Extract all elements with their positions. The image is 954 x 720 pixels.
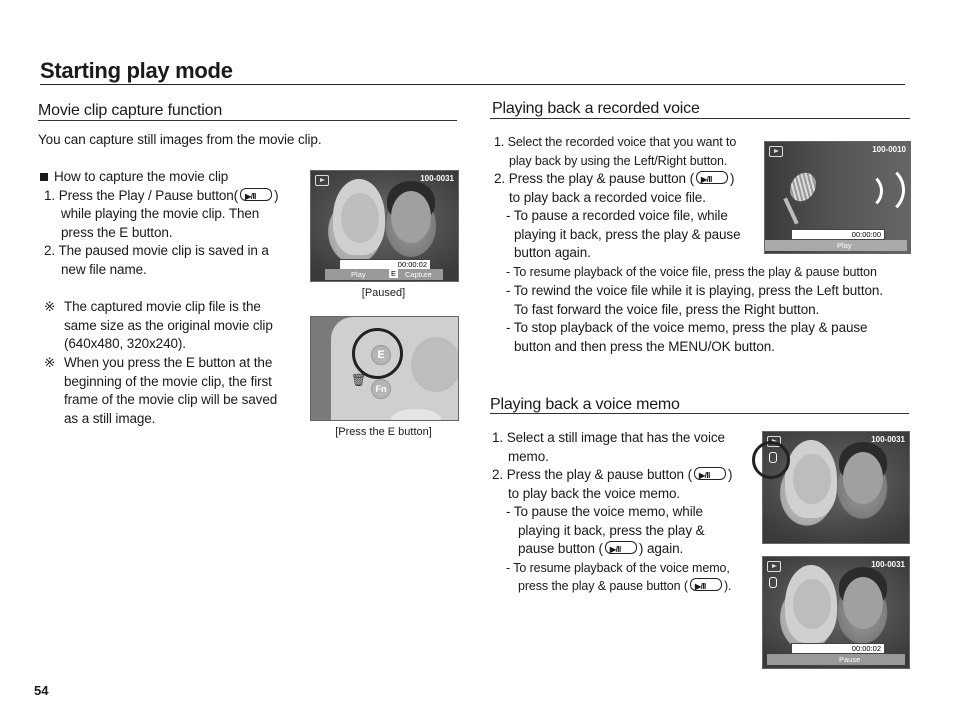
e-label: E bbox=[391, 269, 397, 278]
highlight-circle bbox=[752, 441, 790, 479]
control-bar bbox=[765, 240, 907, 251]
memo-step2-end: ) bbox=[727, 467, 733, 482]
play-pause-button-icon bbox=[694, 467, 726, 480]
note2-line: beginning of the movie clip, the first bbox=[64, 373, 272, 389]
trash-icon: 🗑 bbox=[351, 373, 367, 387]
play-pause-button-icon bbox=[696, 171, 728, 184]
voice-detail-line: button again. bbox=[514, 245, 591, 260]
pause-label: Pause bbox=[839, 655, 861, 664]
note-2 bbox=[44, 354, 294, 428]
file-number: 100-0031 bbox=[871, 435, 905, 444]
person-face-left bbox=[793, 454, 831, 504]
how-to-block bbox=[40, 168, 300, 279]
play-mode-icon bbox=[769, 146, 783, 157]
step1-line3: press the E button. bbox=[61, 224, 173, 240]
voice-step2-text: 2. Press the play & pause button ( bbox=[494, 171, 694, 186]
note1-line: same size as the original movie clip bbox=[64, 317, 273, 333]
memo-detail-end: ) again. bbox=[638, 541, 684, 556]
memo-step1-line: 1. Select a still image that has the voice bbox=[492, 430, 725, 445]
control-bar bbox=[325, 269, 443, 280]
dial-shape bbox=[411, 337, 459, 392]
voice-rewind-line: - To rewind the voice file while it is playing, press the Left button. bbox=[506, 283, 883, 298]
play-label: Play bbox=[351, 270, 366, 279]
control-bar bbox=[767, 654, 905, 665]
voice-memo-icon bbox=[769, 577, 777, 588]
camera-back-photo bbox=[310, 316, 459, 421]
intro-text: You can capture still images from the movie clip. bbox=[38, 132, 322, 147]
person-face-right bbox=[843, 452, 883, 504]
play-pause-button-icon bbox=[690, 578, 722, 591]
voice-stop-line: button and then press the MENU/OK button. bbox=[514, 338, 775, 354]
person-face-left bbox=[341, 193, 379, 243]
voice-step1-line: play back by using the Left/Right button. bbox=[509, 153, 728, 168]
person-face-right bbox=[391, 191, 431, 243]
memo-resume-text: press the play & pause button ( bbox=[518, 579, 688, 593]
play-pause-button-icon bbox=[240, 188, 272, 201]
page-number: 54 bbox=[34, 683, 49, 698]
voice-resume-text: - To resume playback of the voice file, press the play & pause button bbox=[506, 265, 877, 279]
file-number: 100-0031 bbox=[871, 560, 905, 569]
voice-step1-line: 1. Select the recorded voice that you want to bbox=[494, 135, 737, 149]
file-number: 100-0031 bbox=[420, 174, 454, 183]
voice-stop-line: - To stop playback of the voice memo, press the play & pause bbox=[506, 320, 868, 335]
square-bullet-icon bbox=[40, 173, 48, 181]
memo-resume-line: - To resume playback of the voice memo, bbox=[506, 560, 730, 575]
voice-detail-line: playing it back, press the play & pause bbox=[514, 226, 741, 242]
section-divider bbox=[490, 118, 910, 119]
step2-line2: new file name. bbox=[61, 261, 147, 277]
progress-bar bbox=[791, 643, 885, 654]
memo-detail-line: - To pause the voice memo, while bbox=[506, 504, 703, 519]
title-divider bbox=[40, 84, 905, 85]
voice-steps bbox=[494, 133, 764, 263]
note-mark-icon: ※ bbox=[44, 355, 56, 370]
file-number: 100-0010 bbox=[872, 145, 906, 154]
play-label: Play bbox=[837, 241, 852, 250]
microphone-icon bbox=[785, 168, 821, 206]
time-readout: 00:00:02 bbox=[397, 260, 427, 269]
step1-text-end: ) bbox=[274, 187, 279, 203]
time-readout: 00:00:00 bbox=[851, 230, 881, 239]
paused-movie-screenshot bbox=[310, 170, 459, 282]
person-face-left bbox=[793, 579, 831, 629]
section-title-voice-memo: Playing back a voice memo bbox=[490, 396, 680, 413]
play-mode-icon bbox=[767, 561, 781, 572]
progress-bar bbox=[791, 229, 885, 240]
voice-step2-end: ) bbox=[729, 171, 735, 186]
memo-step1-line: memo. bbox=[508, 448, 549, 464]
memo-steps bbox=[492, 429, 757, 596]
step2-text: 2. The paused movie clip is saved in a bbox=[44, 243, 269, 258]
section-divider bbox=[38, 120, 457, 121]
voice-memo-playing-image bbox=[762, 556, 910, 669]
note2-line: frame of the movie clip will be saved bbox=[64, 392, 278, 407]
sound-wave-icon bbox=[845, 172, 883, 210]
play-mode-icon bbox=[315, 175, 329, 186]
time-readout: 00:00:02 bbox=[851, 644, 881, 653]
section-title-movie-capture: Movie clip capture function bbox=[38, 102, 223, 119]
memo-resume-end: ). bbox=[723, 579, 732, 593]
note1-line: (640x480, 320x240). bbox=[64, 336, 186, 351]
memo-step2-line2: to play back the voice memo. bbox=[508, 485, 681, 501]
highlight-circle bbox=[352, 328, 403, 379]
e-button: E bbox=[371, 345, 391, 365]
memo-step2-text: 2. Press the play & pause button ( bbox=[492, 467, 692, 482]
mic-stand bbox=[783, 197, 798, 224]
note1-line: The captured movie clip file is the bbox=[64, 299, 261, 314]
fn-button: Fn bbox=[371, 379, 391, 399]
memo-detail-text: pause button ( bbox=[518, 541, 603, 556]
voice-playback-screenshot bbox=[764, 141, 911, 254]
voice-detail-line: - To pause a recorded voice file, while bbox=[506, 208, 728, 223]
voice-rewind-block bbox=[506, 282, 883, 356]
note-1 bbox=[44, 298, 294, 354]
memo-detail-line: playing it back, press the play & bbox=[518, 522, 705, 538]
person-face-right bbox=[843, 577, 883, 629]
how-to-heading: How to capture the movie clip bbox=[54, 169, 229, 184]
voice-step2-line2: to play back a recorded voice file. bbox=[509, 189, 706, 205]
voice-rewind-line: To fast forward the voice file, press the Right button. bbox=[514, 301, 820, 317]
section-divider bbox=[490, 413, 909, 414]
step1-line2: while playing the movie clip. Then bbox=[61, 206, 260, 221]
note-mark-icon: ※ bbox=[44, 299, 56, 314]
note2-line: as a still image. bbox=[64, 410, 156, 426]
step1-text: 1. Press the Play / Pause button( bbox=[44, 187, 239, 203]
note2-line: When you press the E button at the bbox=[64, 355, 273, 370]
caption-paused: [Paused] bbox=[361, 287, 406, 299]
capture-label: Capture bbox=[405, 270, 432, 279]
play-pause-button-icon bbox=[605, 541, 637, 554]
section-title-recorded-voice: Playing back a recorded voice bbox=[492, 100, 700, 117]
caption-press-e: [Press the E button] bbox=[335, 426, 432, 438]
page-title: Starting play mode bbox=[40, 58, 233, 83]
